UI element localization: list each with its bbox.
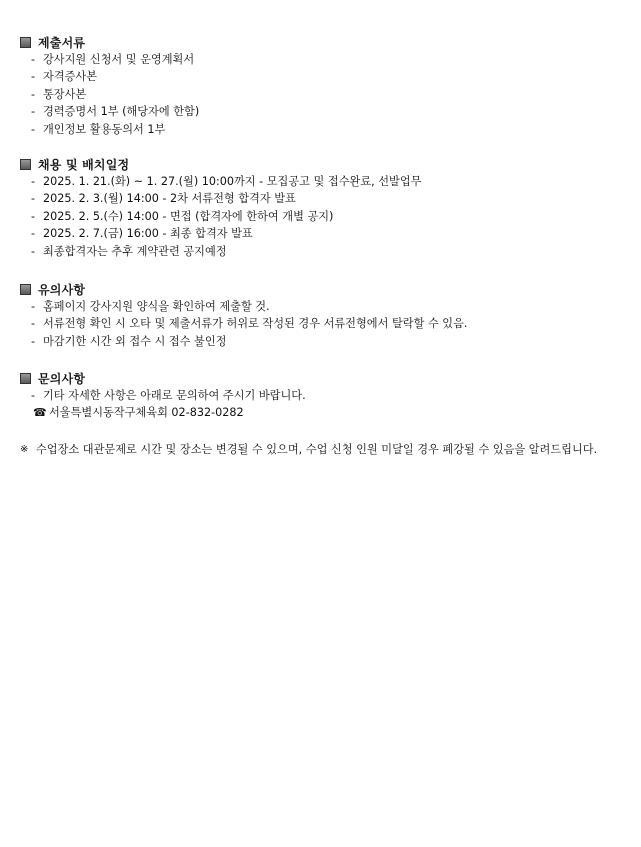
section-header [20,155,620,173]
list-item: - 2025. 2. 3.(월) 14:00 - 2차 서류전형 합격자 발표 [31,192,296,206]
section-title: 유의사항 [38,282,86,297]
contact-line [20,404,620,422]
section-title: 제출서류 [38,35,86,50]
section-title: 채용 및 배치일정 [38,157,130,172]
section-documents [20,33,620,138]
square-bullet-icon [20,284,31,295]
square-bullet-icon [20,373,31,384]
reference-mark-icon: ※ [20,444,29,455]
section-header [20,369,620,387]
section-header [20,280,620,298]
list-item: - 개인정보 활용동의서 1부 [31,122,166,136]
precautions-list [20,298,620,350]
phone-icon: ☎ [33,406,47,420]
documents-list [20,51,620,138]
section-precautions [20,280,620,350]
square-bullet-icon [20,159,31,170]
section-title: 문의사항 [38,371,86,386]
list-item: - 통장사본 [31,87,87,101]
section-schedule [20,155,620,260]
list-item: - 2025. 2. 7.(금) 16:00 - 최종 합격자 발표 [31,227,253,241]
notice [20,440,600,460]
inquiries-list [20,387,620,404]
section-inquiries [20,369,620,422]
list-item: - 최종합격자는 추후 계약관련 공지예정 [31,244,227,258]
contact-text: 서울특별시동작구체육회 02-832-0282 [49,406,244,420]
list-item: - 2025. 1. 21.(화) ~ 1. 27.(월) 10:00까지 - 모집공고 및 접수완료, 선발업무 [31,175,422,188]
list-item: - 자격증사본 [31,70,98,84]
list-item: - 기타 자세한 사항은 아래로 문의하여 주시기 바랍니다. [31,389,306,402]
list-item: - 2025. 2. 5.(수) 14:00 - 면접 (합격자에 한하여 개별 공지) [31,209,334,223]
notice-text: 수업장소 대관문제로 시간 및 장소는 변경될 수 있으며, 수업 신청 인원 미달일 경우 폐강될 수 있음을 알려드립니다. [36,443,598,456]
schedule-list [20,173,620,260]
list-item: - 강사지원 신청서 및 운영계획서 [31,53,195,66]
square-bullet-icon [20,37,31,48]
section-header [20,33,620,51]
list-item: - 홈페이지 강사지원 양식을 확인하여 제출할 것. [31,300,270,313]
list-item: - 마감기한 시간 외 접수 시 접수 불인정 [31,334,227,348]
list-item: - 서류전형 확인 시 오타 및 제출서류가 허위로 작성된 경우 서류전형에서 탈락할 수 있음. [31,317,468,331]
list-item: - 경력증명서 1부 (해당자에 한함) [31,105,200,119]
